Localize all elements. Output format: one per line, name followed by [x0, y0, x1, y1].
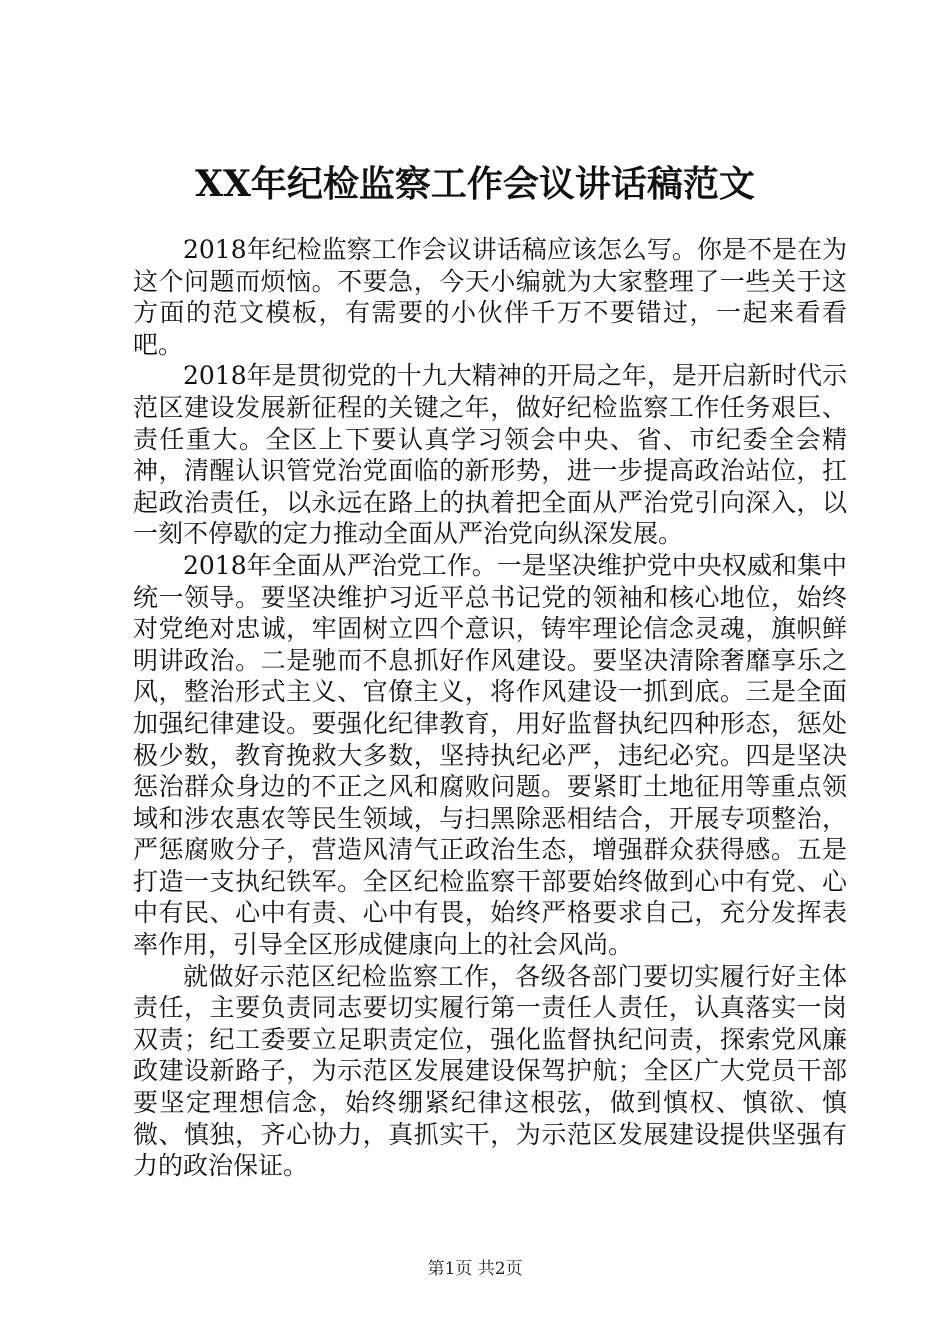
paragraph-intro: 2018年纪检监察工作会议讲话稿应该怎么写。你是不是在为这个问题而烦恼。不要急，今天小编就为大家整理了一些关于这方面的范文模板，有需要的小伙伴千万不要错过，一起来看看吧。	[133, 235, 847, 359]
paragraph-2018-overview: 2018年是贯彻党的十九大精神的开局之年，是开启新时代示范区建设发展新征程的关键之年，做好纪检监察工作任务艰巨、责任重大。全区上下要认真学习领会中央、省、市纪委全会精神，清醒认识管党治党面临的新形势，进一步提高政治站位，扛起政治责任，以永远在路上的执着把全面从严治党引向深入，以一刻不停歇的定力推动全面从严治党向纵深发展。	[133, 361, 847, 549]
paragraph-2018-tasks: 2018年全面从严治党工作。一是坚决维护党中央权威和集中统一领导。要坚决维护习近平总书记党的领袖和核心地位，始终对党绝对忠诚，牢固树立四个意识，铸牢理论信念灵魂，旗帜鲜明讲政治。二是驰而不息抓好作风建设。要坚决清除奢靡享乐之风，整治形式主义、官僚主义，将作风建设一抓到底。三是全面加强纪律建设。要强化纪律教育，用好监督执纪四种形态，惩处极少数，教育挽救大多数，坚持执纪必严，违纪必究。四是坚决惩治群众身边的不正之风和腐败问题。要紧盯土地征用等重点领域和涉农惠农等民生领域，与扫黑除恶相结合，开展专项整治，严惩腐败分子，营造风清气正政治生态，增强群众获得感。五是打造一支执纪铁军。全区纪检监察干部要始终做到心中有党、心中有民、心中有责、心中有畏，始终严格要求自己，充分发挥表率作用，引导全区形成健康向上的社会风尚。	[133, 550, 847, 960]
page-number-footer: 第1页 共2页	[427, 1259, 523, 1279]
document-title: XX年纪检监察工作会议讲话稿范文	[195, 163, 755, 205]
paragraph-responsibilities: 就做好示范区纪检监察工作，各级各部门要切实履行好主体责任，主要负责同志要切实履行第一责任人责任，认真落实一岗双责；纪工委要立足职责定位，强化监督执纪问责，探索党风廉政建设新路子，为示范区发展建设保驾护航；全区广大党员干部要坚定理想信念，始终绷紧纪律这根弦，做到慎权、慎欲、慎微、慎独，齐心协力，真抓实干，为示范区发展建设提供坚强有力的政治保证。	[133, 961, 847, 1181]
document-body	[133, 234, 847, 1182]
